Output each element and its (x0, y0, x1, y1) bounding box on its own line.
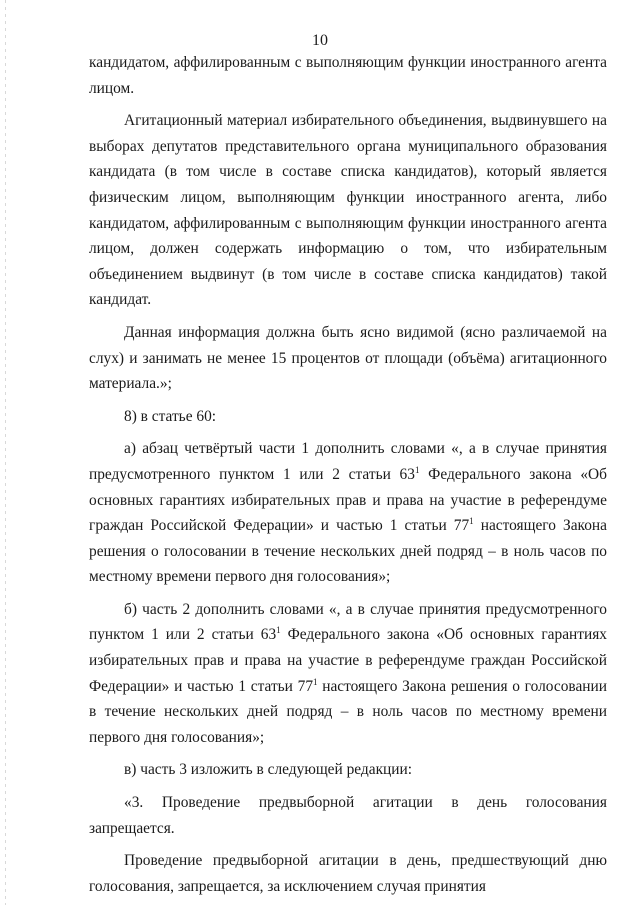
superscript: 1 (469, 516, 474, 527)
paragraph-2: Агитационный материал избирательного объединения, выдвинувшего на выборах депутатов представительного органа муниципального образования кандидата (в том числе в составе списка кандидатов), который является физическим лицом, выполняющим функции иностранного агента, либо кандидатом, аффилированным с выполняющим функции иностранного агента лицом, должен содержать информацию о том, что избирательным объединением выдвинут (в том числе в составе списка кандидатов) такой кандидат. (89, 112, 607, 309)
paragraph-6-part-a: б) часть 2 дополнить словами «, а в случае принятия предусмотренного пунктом 1 или 2 статьи 63 (89, 600, 607, 644)
paragraph-8: «3. Проведение предвыборной агитации в день голосования запрещается. (89, 794, 607, 837)
scan-edge (5, 0, 6, 905)
paragraph-7: в) часть 3 изложить в следующей редакции: (124, 761, 413, 779)
document-body (89, 50, 607, 899)
paragraph-5-part-b: Федерального закона «Об основных гарантиях избирательных прав и права на участие в референдуме граждан Российской Федерации» и частью 1 статьи 77 (89, 465, 608, 535)
superscript: 1 (414, 464, 420, 475)
paragraph-5 (89, 436, 607, 590)
paragraph-1: кандидатом, аффилированным с выполняющим функции иностранного агента лицом. (89, 54, 607, 97)
paragraph-6 (89, 597, 607, 751)
paragraph-5-part-c: настоящего Закона решения о голосовании в течение нескольких дней подряд – в ноль часов по местному времени первого дня голосования»; (89, 517, 607, 586)
superscript: 1 (276, 625, 281, 636)
paragraph-9: Проведение предвыборной агитации в день, предшествующий дню голосования, запрещается, за исключением случая принятия (89, 852, 607, 895)
page-number: 10 (312, 32, 328, 49)
paragraph-6-part-b: Федерального закона «Об основных гарантиях избирательных прав и права на участие в референдуме граждан Российской Федерации» и частью 1 статьи 77 (89, 626, 607, 695)
paragraph-4: 8) в статье 60: (124, 407, 217, 425)
paragraph-3: Данная информация должна быть ясно видимой (ясно различаемой на слух) и занимать не менее 15 процентов от площади (объёма) агитационного материала.»; (89, 323, 607, 393)
paragraph-6-part-c: настоящего Закона решения о голосовании в течение нескольких дней подряд – в ноль часов по местному времени первого дня голосования»; (89, 677, 607, 746)
superscript: 1 (313, 676, 318, 687)
paragraph-5-part-a: а) абзац четвёртый части 1 дополнить словами «, а в случае принятия предусмотренного пунктом 1 или 2 статьи 63 (89, 440, 607, 483)
